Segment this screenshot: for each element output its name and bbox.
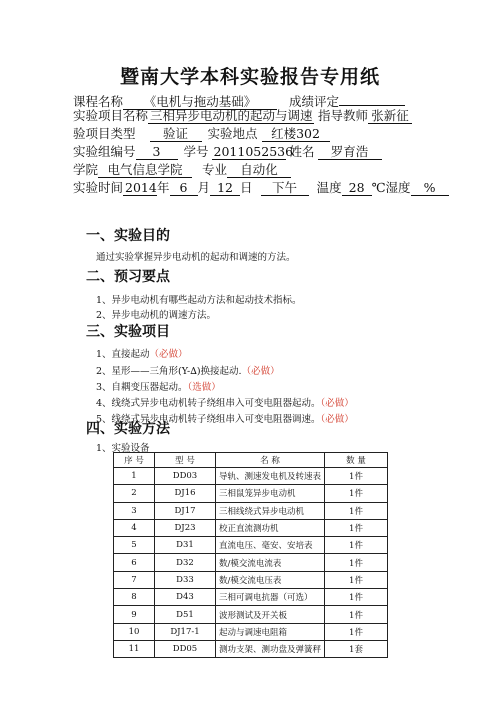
month-unit: 月 xyxy=(197,180,211,195)
section-4-subtitle: 1、实验设备 xyxy=(96,443,150,454)
cell-model: D32 xyxy=(155,554,216,571)
name-value: 罗育浩 xyxy=(318,145,382,160)
cell-index: 10 xyxy=(114,623,155,640)
cell-index: 5 xyxy=(114,537,155,554)
section-3-item-3 xyxy=(96,379,221,393)
cell-index: 3 xyxy=(114,502,155,519)
cell-name: 直流电压、毫安、安培表 xyxy=(216,537,325,554)
section-1-text: 通过实验掌握异步电动机的起动和调速的方法。 xyxy=(96,252,296,263)
place-value: 红楼302 xyxy=(262,127,330,142)
cell-index: 9 xyxy=(114,606,155,623)
cell-name: 数/模交流电压表 xyxy=(216,571,325,588)
section-2-item-1: 1、异步电动机有哪些起动方法和起动技术指标。 xyxy=(96,295,302,306)
temp-label: 温度 xyxy=(316,180,342,195)
cell-model: D43 xyxy=(155,589,216,606)
cell-model: DD03 xyxy=(155,468,216,485)
grade-label: 成绩评定 xyxy=(289,94,340,109)
table-row xyxy=(114,606,388,623)
item-note: （选做） xyxy=(187,382,221,393)
cell-qty: 1件 xyxy=(325,606,388,623)
col-header-qty: 数 量 xyxy=(325,453,388,468)
info-row-time xyxy=(73,181,449,196)
group-label: 实验组编号 xyxy=(73,144,136,159)
item-text: 5、线绕式异步电动机转子绕组串入可变电阻器调速。 xyxy=(96,414,321,425)
table-header-row xyxy=(114,453,388,468)
section-3-item-4 xyxy=(96,395,354,409)
cell-name: 三相线绕式异步电动机 xyxy=(216,502,325,519)
cell-qty: 1件 xyxy=(325,519,388,536)
table-row xyxy=(114,623,388,640)
teacher-label: 指导教师 xyxy=(318,108,369,123)
table-row xyxy=(114,571,388,588)
cell-qty: 1件 xyxy=(325,485,388,502)
cell-index: 6 xyxy=(114,554,155,571)
cell-qty: 1件 xyxy=(325,571,388,588)
id-value: 2011052536 xyxy=(213,144,294,159)
item-note: （必做） xyxy=(320,398,354,409)
cell-name: 三相鼠笼异步电动机 xyxy=(216,485,325,502)
table-row xyxy=(114,485,388,502)
section-2-title: 二、预习要点 xyxy=(86,269,170,285)
period-value: 下午 xyxy=(261,181,309,196)
cell-model: DJ17-1 xyxy=(155,623,216,640)
project-value: 三相异步电动机的起动与调速 xyxy=(150,108,313,123)
college-label: 学院 xyxy=(73,162,99,177)
table-row xyxy=(114,537,388,554)
cell-qty: 1件 xyxy=(325,502,388,519)
cell-qty: 1件 xyxy=(325,468,388,485)
place-label: 实验地点 xyxy=(207,126,258,141)
section-3-item-1 xyxy=(96,346,188,360)
teacher-value: 张新征 xyxy=(368,109,412,124)
major-value: 自动化 xyxy=(227,163,291,178)
info-row-college xyxy=(73,163,291,178)
cell-qty: 1套 xyxy=(325,640,388,657)
cell-index: 1 xyxy=(114,468,155,485)
cell-qty: 1件 xyxy=(325,554,388,571)
cell-model: D51 xyxy=(155,606,216,623)
cell-index: 7 xyxy=(114,571,155,588)
cell-qty: 1件 xyxy=(325,537,388,554)
section-1-title: 一、实验目的 xyxy=(86,228,170,244)
cell-model: DJ17 xyxy=(155,502,216,519)
cell-index: 11 xyxy=(114,640,155,657)
section-3-item-2 xyxy=(96,363,280,377)
major-label: 专业 xyxy=(202,162,228,177)
item-text: 4、线绕式异步电动机转子绕组串入可变电阻器起动。 xyxy=(96,398,321,409)
info-row-project xyxy=(73,109,412,124)
day-unit: 日 xyxy=(240,180,253,195)
cell-name: 校正直流测功机 xyxy=(216,519,325,536)
cell-name: 起动与调速电阻箱 xyxy=(216,623,325,640)
group-value: 3 xyxy=(136,145,178,160)
type-value: 验证 xyxy=(150,127,202,142)
name-label: 姓名 xyxy=(289,144,315,159)
table-row xyxy=(114,554,388,571)
section-2-item-2: 2、异步电动机的调速方法。 xyxy=(96,310,217,321)
item-note: （必做） xyxy=(320,414,354,425)
type-label: 验项目类型 xyxy=(73,126,136,141)
table-row xyxy=(114,640,388,657)
temp-value: 28 xyxy=(342,181,372,196)
cell-name: 数/模交流电流表 xyxy=(216,554,325,571)
col-header-index: 序 号 xyxy=(114,453,155,468)
cell-model: D31 xyxy=(155,537,216,554)
info-row-type xyxy=(73,127,330,142)
cell-name: 三相可调电抗器（可选） xyxy=(216,589,325,606)
id-label: 学号 xyxy=(183,144,209,159)
course-value: 《电机与拖动基础》 xyxy=(123,95,277,110)
col-header-name: 名 称 xyxy=(216,453,325,468)
cell-name: 测功支架、测功盘及弹簧秤 xyxy=(216,640,325,657)
item-text: 3、自耦变压器起动。 xyxy=(96,382,188,393)
grade-value xyxy=(339,91,405,106)
day-value: 12 xyxy=(210,181,240,196)
cell-qty: 1件 xyxy=(325,623,388,640)
time-label: 实验时间 xyxy=(73,180,124,195)
cell-name: 波形测试及开关板 xyxy=(216,606,325,623)
cell-model: DJ23 xyxy=(155,519,216,536)
item-text: 1、直接起动 xyxy=(96,349,150,360)
humidity-value: % xyxy=(411,181,449,196)
item-note: （必做） xyxy=(241,366,280,377)
cell-model: DD05 xyxy=(155,640,216,657)
section-4-title: 四、实验方法 xyxy=(86,421,170,437)
college-value: 电气信息学院 xyxy=(98,163,192,178)
month-value: 6 xyxy=(170,181,198,196)
table-row xyxy=(114,519,388,536)
equipment-table xyxy=(113,452,388,658)
cell-name: 导轨、测速发电机及转速表 xyxy=(216,468,325,485)
cell-model: DJ16 xyxy=(155,485,216,502)
section-3-title: 三、实验项目 xyxy=(86,324,170,340)
cell-index: 8 xyxy=(114,589,155,606)
course-label: 课程名称 xyxy=(73,94,124,109)
temp-unit: ℃湿度 xyxy=(371,180,411,195)
table-row xyxy=(114,589,388,606)
page-title: 暨南大学本科实验报告专用纸 xyxy=(119,66,380,88)
cell-index: 2 xyxy=(114,485,155,502)
item-note: （必做） xyxy=(149,349,188,360)
col-header-model: 型 号 xyxy=(155,453,216,468)
item-text: 2、星形——三角形(Y-∆)换接起动. xyxy=(96,366,242,377)
table-row xyxy=(114,502,388,519)
cell-qty: 1件 xyxy=(325,589,388,606)
table-row xyxy=(114,468,388,485)
year-unit: 年 xyxy=(157,180,170,195)
info-row-student xyxy=(73,145,382,160)
project-label: 实验项目名称 xyxy=(73,108,149,123)
cell-index: 4 xyxy=(114,519,155,536)
cell-model: D33 xyxy=(155,571,216,588)
year-value: 2014 xyxy=(125,180,157,195)
